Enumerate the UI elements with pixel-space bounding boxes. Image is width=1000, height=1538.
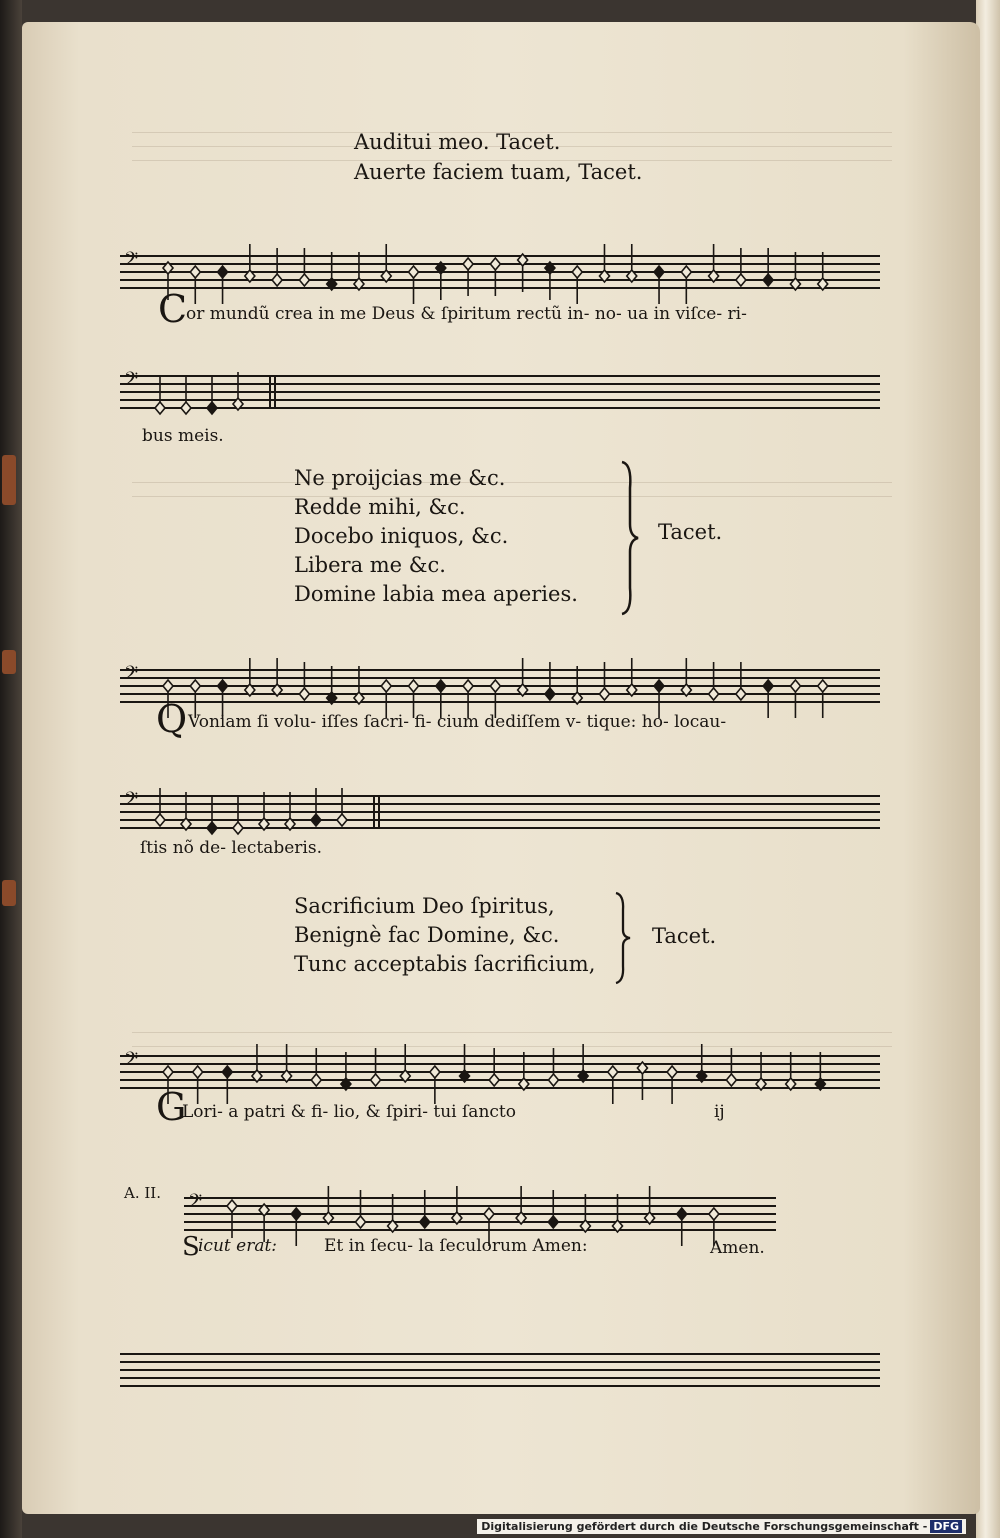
- lyric-line: Lori- a patri & fi- lio, & ſpiri- tui ſancto: [182, 1102, 516, 1122]
- lyric-line: Voniam ſi volu- iſſes ſacri- fi- cium dediſſem v- tique: ho- locau-: [188, 712, 727, 732]
- empty-music-staff: [120, 1318, 880, 1398]
- svg-text:𝄢: 𝄢: [124, 369, 139, 394]
- tacet-label: Tacet.: [658, 520, 723, 544]
- verse-line: Domine labia mea aperies.: [294, 582, 578, 606]
- verse-line: Benignè fac Domine, &c.: [294, 923, 560, 947]
- lyric-line: Amen.: [710, 1238, 765, 1258]
- lyric-line: icut erat:: [198, 1236, 278, 1256]
- lyric-line: Et in ſecu- la ſeculorum Amen:: [324, 1236, 588, 1256]
- credit-text: Digitalisierung gefördert durch die Deutsche Forschungsgemeinschaft -: [481, 1520, 928, 1533]
- svg-text:𝄢: 𝄢: [188, 1191, 203, 1216]
- svg-text:𝄢: 𝄢: [124, 789, 139, 814]
- svg-text:𝄢: 𝄢: [124, 663, 139, 688]
- curly-brace: [616, 458, 644, 618]
- initial-letter: C: [158, 287, 188, 331]
- music-staff: [184, 1162, 776, 1242]
- verse-line: Docebo iniquos, &c.: [294, 524, 509, 548]
- verse-line: Sacrificium Deo ſpiritus,: [294, 894, 555, 918]
- header-line-2: Auerte faciem tuam, Tacet.: [354, 160, 643, 184]
- initial-letter: G: [156, 1085, 187, 1129]
- verse-line: Ne proijcias me &c.: [294, 466, 506, 490]
- dfg-logo: DFG: [930, 1520, 962, 1533]
- music-staff: [120, 220, 880, 300]
- tacet-label: Tacet.: [652, 924, 717, 948]
- signature-mark: A. II.: [124, 1184, 161, 1202]
- verse-list: [294, 464, 578, 609]
- page-tab-marker: [2, 455, 16, 505]
- lyric-line: or mundũ crea in me Deus & ſpiritum rectũ in- no- ua in viſce- ri-: [186, 304, 747, 324]
- music-staff: [120, 634, 880, 714]
- book-spine: [0, 0, 22, 1538]
- lyric-continuation: bus meis.: [142, 426, 224, 446]
- svg-text:𝄢: 𝄢: [124, 1049, 139, 1074]
- verse-line: Libera me &c.: [294, 553, 446, 577]
- verse-line: Tunc acceptabis ſacrificium,: [294, 952, 596, 976]
- lyric-continuation: ſtis nõ de- lectaberis.: [140, 838, 322, 858]
- initial-letter: Q: [156, 697, 188, 741]
- page-tab-marker: [2, 650, 16, 674]
- music-staff: [120, 1020, 880, 1100]
- repeat-mark: ij: [714, 1102, 725, 1122]
- verse-line: Redde mihi, &c.: [294, 495, 466, 519]
- header-line-1: Auditui meo. Tacet.: [354, 130, 561, 154]
- digitization-credit: [477, 1519, 966, 1534]
- verse-list: [294, 892, 595, 979]
- page-tab-marker: [2, 880, 16, 906]
- book-page: [22, 22, 980, 1514]
- music-staff: [120, 340, 880, 420]
- initial-letter: S: [182, 1232, 200, 1262]
- music-staff: [120, 760, 880, 840]
- svg-text:𝄢: 𝄢: [124, 249, 139, 274]
- curly-brace: [610, 890, 638, 986]
